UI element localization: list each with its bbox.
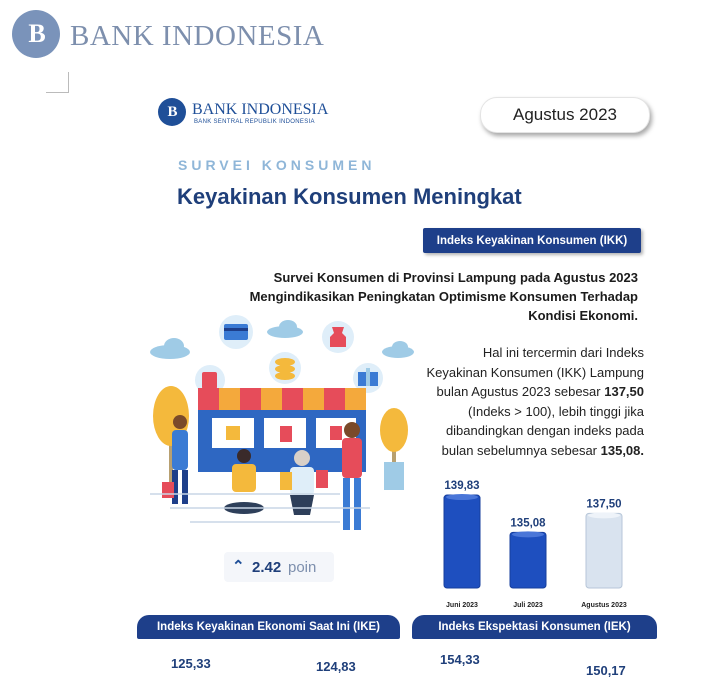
ikk-august-value: 137,50 bbox=[604, 384, 644, 399]
chart-data-label: 137,50 bbox=[586, 498, 622, 511]
chart-tick-label: Juni 2023 bbox=[446, 602, 478, 609]
iek-section-tab: Indeks Ekspektasi Konsumen (IEK) bbox=[412, 615, 657, 639]
iek-value: 150,17 bbox=[586, 663, 626, 678]
bank-indonesia-logo: B bbox=[12, 10, 60, 58]
page-title: Keyakinan Konsumen Meningkat bbox=[177, 184, 522, 209]
body-paragraph bbox=[418, 343, 644, 460]
chart-data-label: 135,08 bbox=[510, 517, 546, 530]
double-chevron-up-icon: ⌃ bbox=[232, 558, 245, 575]
chart-data-label: 139,83 bbox=[444, 480, 480, 493]
body-line: dibandingkan dengan indeks pada bbox=[445, 423, 644, 438]
body-line: Hal ini tercermin dari Indeks bbox=[482, 345, 644, 360]
body-line bbox=[418, 382, 644, 402]
chart-tick-label: Juli 2023 bbox=[513, 602, 543, 609]
chart-bar-cap bbox=[512, 531, 544, 537]
poin-value: 2.42 bbox=[252, 559, 282, 576]
ikk-july-value: 135,08. bbox=[600, 442, 644, 458]
lead-line: Survei Konsumen di Provinsi Lampung pada Agustus 2023 bbox=[273, 270, 638, 285]
body-text: bulan Agustus 2023 sebesar bbox=[436, 384, 605, 399]
period-badge: Agustus 2023 bbox=[480, 97, 650, 133]
crop-mark bbox=[46, 72, 69, 93]
ike-value: 124,83 bbox=[316, 659, 356, 674]
chart-bar-cap bbox=[446, 494, 478, 500]
lead-line: Kondisi Ekonomi. bbox=[528, 308, 638, 323]
header-bank-name: BANK INDONESIA bbox=[70, 20, 325, 52]
body-line: Keyakinan Konsumen (IKK) Lampung bbox=[426, 364, 644, 380]
ike-section-tab: Indeks Keyakinan Ekonomi Saat Ini (IKE) bbox=[137, 615, 400, 639]
lead-line: Mengindikasikan Peningkatan Optimisme Konsumen Terhadap bbox=[249, 289, 638, 304]
ikk-section-tag: Indeks Keyakinan Konsumen (IKK) bbox=[423, 228, 641, 253]
chart-bar-cap bbox=[588, 512, 620, 518]
ikk-bar-chart bbox=[414, 456, 634, 618]
iek-value: 154,33 bbox=[440, 652, 480, 667]
chart-bar bbox=[444, 495, 480, 588]
shopping-illustration bbox=[140, 312, 415, 542]
card-bank-subtitle: BANK SENTRAL REPUBLIK INDONESIA bbox=[194, 119, 315, 125]
chart-bar bbox=[510, 532, 546, 588]
card-logo-icon: B bbox=[158, 98, 186, 126]
poin-unit: poin bbox=[288, 559, 317, 576]
body-text: bulan sebelumnya sebesar bbox=[441, 442, 601, 458]
card-bank-name: BANK INDONESIA bbox=[192, 101, 329, 118]
body-line: (Indeks > 100), lebih tinggi jika bbox=[468, 403, 644, 419]
chart-bar bbox=[586, 513, 622, 588]
survey-label: SURVEI KONSUMEN bbox=[178, 157, 376, 173]
chart-tick-label: Agustus 2023 bbox=[581, 602, 627, 609]
ike-value: 125,33 bbox=[171, 656, 211, 671]
